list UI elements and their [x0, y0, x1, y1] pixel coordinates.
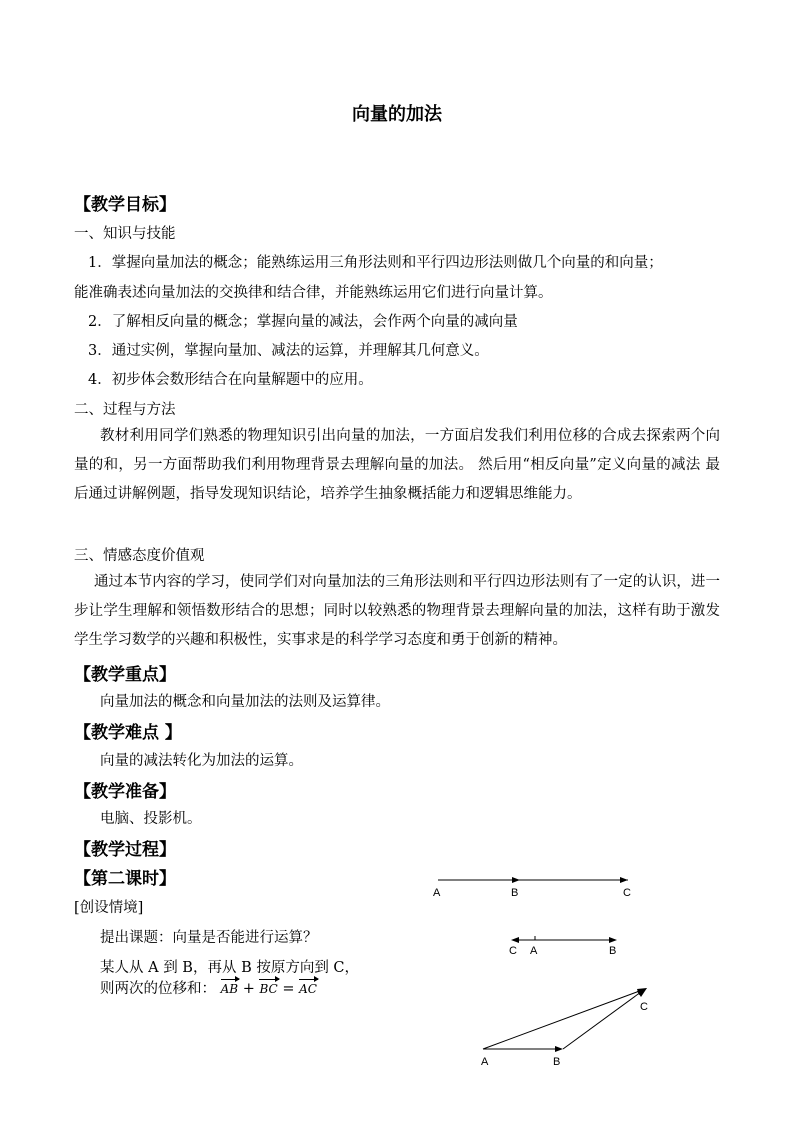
objective-item-2: 2．了解相反向量的概念；掌握向量的减法，会作两个向量的减向量 — [88, 314, 518, 330]
difficulties-text: 向量的减法转化为加法的运算。 — [100, 753, 303, 769]
vector-bc: BC — [259, 982, 278, 996]
vector-bc-arrowhead — [620, 877, 628, 883]
fig2-label-c: C — [509, 945, 517, 957]
figure-1-collinear-vectors — [430, 870, 650, 900]
fig1-label-b: B — [511, 887, 519, 899]
heading-preparation: 【教学准备】 — [74, 782, 176, 802]
vector-ab-arrowhead — [512, 877, 520, 883]
vector-ab-arrowhead — [609, 937, 617, 943]
vector-bc-line — [563, 989, 645, 1049]
heading-process: 【教学过程】 — [74, 840, 176, 860]
vector-ac-line — [483, 989, 645, 1049]
key-points-text: 向量加法的概念和向量加法的法则及运算律。 — [100, 694, 390, 710]
vector-bc-arrowhead — [511, 937, 519, 943]
section-knowledge-skills: 一、知识与技能 — [74, 226, 176, 242]
section-attitude-values: 三、情感态度价值观 — [74, 548, 205, 564]
vector-ab-arrowhead — [555, 1046, 563, 1052]
attitude-values-paragraph: 通过本节内容的学习，使同学们对向量加法的三角形法则和平行四边形法则有了一定的认识，进一步让学生理解和领悟数形结合的思想；同时以较熟悉的物理背景去理解向量的加法，这样有助于激发学生学习数学的兴趣和积极性，实事求是的科学学习态度和勇于创新的精神。 — [74, 574, 720, 648]
fig2-label-a: A — [530, 945, 538, 957]
objective-item-4: 4．初步体会数形结合在向量解题中的应用。 — [88, 372, 373, 388]
fig3-label-c: C — [640, 1001, 648, 1013]
process-method-paragraph: 教材利用同学们熟悉的物理知识引出向量的加法，一方面启发我们利用位移的合成去探索两个向量的和，另一方面帮助我们利用物理背景去理解向量的加法。 然后用“相反向量”定义向量的减法 最后通过讲解例题，指导发现知识结论，培养学生抽象概括能力和逻辑思维能力。 — [74, 428, 720, 502]
situation-line-2 — [100, 977, 317, 998]
situation-line-1: 某人从 A 到 B，再从 B 按原方向到 C， — [100, 960, 360, 976]
vector-ac: AC — [299, 982, 317, 996]
preparation-text: 电脑、投影机。 — [100, 811, 202, 827]
fig3-label-a: A — [481, 1056, 489, 1068]
plus-sign: + — [242, 981, 255, 997]
heading-objectives: 【教学目标】 — [74, 195, 176, 215]
objective-item-3: 3．通过实例，掌握向量加、减法的运算，并理解其几何意义。 — [88, 343, 489, 359]
situation-question: 提出课题：向量是否能进行运算？ — [100, 930, 318, 946]
situation-label: [创设情境] — [74, 900, 144, 916]
fig1-label-a: A — [433, 887, 441, 899]
heading-lesson: 【第二课时】 — [74, 869, 176, 889]
heading-difficulties: 【教学难点 】 — [74, 723, 182, 743]
fig3-label-b: B — [553, 1056, 561, 1068]
fig1-label-c: C — [623, 887, 631, 899]
vector-ab: AB — [220, 982, 239, 996]
equals-sign: = — [282, 981, 295, 997]
situation-line-2-prefix: 则两次的位移和： — [100, 981, 216, 997]
section-process-method: 二、过程与方法 — [74, 402, 176, 418]
figure-3-triangle-rule — [475, 980, 655, 1060]
fig2-label-b: B — [609, 945, 617, 957]
objective-item-1: 1．掌握向量加法的概念；能熟练运用三角形法则和平行四边形法则做几个向量的和向量； — [88, 255, 663, 271]
objective-item-1-cont: 能准确表述向量加法的交换律和结合律，并能熟练运用它们进行向量计算。 — [74, 285, 553, 301]
page-title: 向量的加法 — [352, 104, 442, 125]
heading-key-points: 【教学重点】 — [74, 665, 176, 685]
